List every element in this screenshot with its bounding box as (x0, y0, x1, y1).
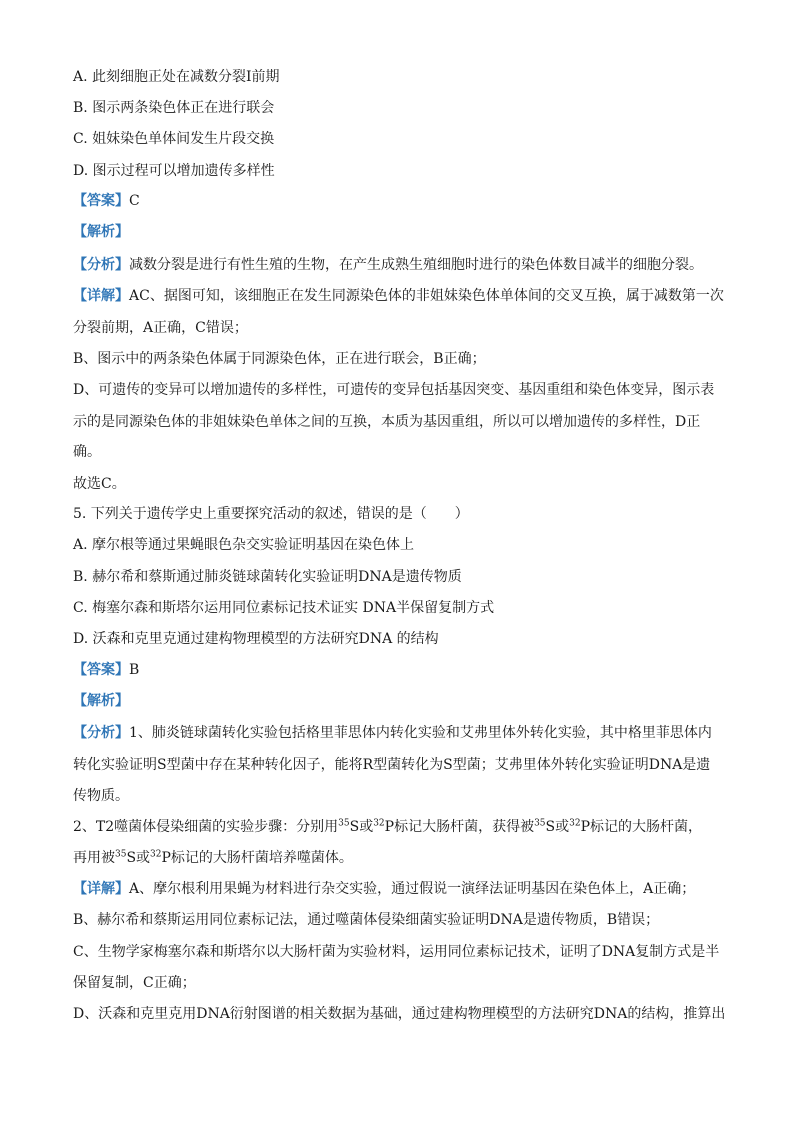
q5-fenxi-line-3: 传物质。 (73, 788, 129, 804)
superscript: 35 (115, 849, 127, 860)
q5-stem: 5. 下列关于遗传学史上重要探究活动的叙述，错误的是（ ） (73, 506, 469, 522)
text-segment: 再用被 (73, 850, 115, 866)
text-segment: P标记的大肠杆菌， (580, 819, 702, 835)
q4-conclusion: 故选C。 (73, 476, 126, 492)
q4-option-a: A. 此刻细胞正处在减数分裂Ⅰ前期 (73, 69, 280, 85)
answer-tag: 【答案】 (73, 193, 129, 209)
q4-option-d: D. 图示过程可以增加遗传多样性 (73, 163, 275, 179)
text-segment: P标记大肠杆菌，获得被 (384, 819, 535, 835)
q5-xiangjie-text-1: A、摩尔根利用果蝇为材料进行杂交实验，通过假说一演绎法证明基因在染色体上，A正确； (129, 881, 696, 897)
q5-fenxi-text-1: 1、肺炎链球菌转化实验包括格里菲思体内转化实验和艾弗里体外转化实验，其中格里菲思体内 (129, 725, 712, 741)
answer-tag: 【答案】 (73, 662, 129, 678)
q5-xiangjie-line-2: B、赫尔希和蔡斯运用同位素标记法，通过噬菌体侵染细菌实验证明DNA是遗传物质，B错误； (73, 912, 660, 928)
q4-answer: C (129, 193, 140, 209)
q5-xiangjie-line-3: C、生物学家梅塞尔森和斯塔尔以大肠杆菌为实验材料，运用同位素标记技术，证明了DNA复制方式是半 (73, 944, 720, 960)
superscript: 32 (150, 849, 162, 860)
q5-t2-line-2 (73, 849, 723, 867)
q5-xiangjie-line-1 (73, 880, 723, 898)
superscript: 32 (569, 818, 581, 829)
text-segment: S或 (545, 819, 570, 835)
superscript: 32 (373, 818, 385, 829)
q5-t2-line-1 (73, 818, 723, 836)
superscript: 35 (338, 818, 350, 829)
q4-xiangjie-line-1 (73, 287, 723, 305)
q5-option-c: C. 梅塞尔森和斯塔尔运用同位素标记技术证实 DNA半保留复制方式 (73, 600, 495, 616)
analysis-tag: 【解析】 (73, 693, 129, 709)
text-segment: P标记的大肠杆菌培养噬菌体。 (161, 850, 353, 866)
q4-xiangjie-text-1: AC、据图可知，该细胞正在发生同源染色体的非姐妹染色体单体间的交叉互换，属于减数第一次 (129, 288, 724, 304)
q4-option-b: B. 图示两条染色体正在进行联会 (73, 100, 275, 116)
xiangjie-tag: 【详解】 (73, 881, 129, 897)
q5-option-b: B. 赫尔希和蔡斯通过肺炎链球菌转化实验证明DNA是遗传物质 (73, 569, 462, 585)
q4-xiangjie-line-6: 确。 (73, 444, 101, 460)
q4-fenxi-line (73, 256, 723, 274)
text-segment: 2、T2噬菌体侵染细菌的实验步骤：分别用 (73, 819, 339, 835)
superscript: 35 (534, 818, 546, 829)
q5-answer: B (129, 662, 140, 678)
xiangjie-tag: 【详解】 (73, 288, 129, 304)
q5-option-d: D. 沃森和克里克通过建构物理模型的方法研究DNA 的结构 (73, 631, 439, 647)
q4-xiangjie-line-5: 示的是同源染色体的非姐妹染色单体之间的互换，本质为基因重组，所以可以增加遗传的多样性，D正 (73, 414, 701, 430)
q5-answer-line (73, 661, 723, 679)
q4-fenxi-text: 减数分裂是进行有性生殖的生物，在产生成熟生殖细胞时进行的染色体数目减半的细胞分裂。 (129, 257, 703, 273)
fenxi-tag: 【分析】 (73, 725, 129, 741)
q5-analysis-heading (73, 692, 723, 710)
q4-xiangjie-line-2: 分裂前期，A正确，C错误； (73, 320, 248, 336)
analysis-tag: 【解析】 (73, 224, 129, 240)
q5-fenxi-line-1 (73, 724, 723, 742)
q5-fenxi-line-2: 转化实验证明S型菌中存在某种转化因子，能将R型菌转化为S型菌；艾弗里体外转化实验证明DNA是遗 (73, 757, 711, 773)
q4-option-c: C. 姐妹染色单体间发生片段交换 (73, 131, 275, 147)
q4-analysis-heading (73, 223, 723, 241)
q5-xiangjie-line-5: D、沃森和克里克用DNA衍射图谱的相关数据为基础，通过建构物理模型的方法研究DNA的结构，推算出 (73, 1006, 726, 1022)
text-segment: S或 (126, 850, 151, 866)
fenxi-tag: 【分析】 (73, 257, 129, 273)
q4-xiangjie-line-3: B、图示中的两条染色体属于同源染色体，正在进行联会，B正确； (73, 351, 486, 367)
q5-xiangjie-line-4: 保留复制，C正确； (73, 975, 196, 991)
text-segment: S或 (349, 819, 374, 835)
q4-xiangjie-line-4: D、可遗传的变异可以增加遗传的多样性，可遗传的变异包括基因突变、基因重组和染色体变异，图示表 (73, 382, 715, 398)
q4-answer-line (73, 192, 723, 210)
q5-option-a: A. 摩尔根等通过果蝇眼色杂交实验证明基因在染色体上 (73, 537, 415, 553)
